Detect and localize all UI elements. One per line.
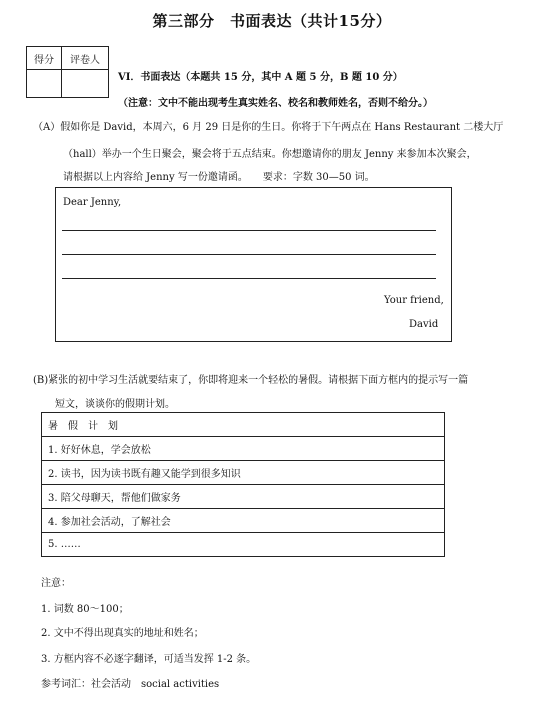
writing-line[interactable]	[62, 230, 436, 231]
writing-line[interactable]	[62, 278, 436, 279]
plan-item: 1. 好好休息，学会放松	[42, 437, 445, 461]
notes-label: 注意：	[41, 578, 71, 589]
score-table	[26, 46, 109, 98]
score-label: 得分	[27, 47, 62, 70]
reference-vocabulary: 参考词汇：社会活动 social activities	[41, 679, 220, 690]
letter-signature: David	[409, 319, 439, 330]
letter-closing: Your friend,	[384, 295, 444, 306]
letter-box	[55, 187, 452, 342]
note-item: 2. 文中不得出现真实的地址和姓名；	[41, 628, 204, 639]
part-a-line-1: （A）假如你是 David，本周六，6 月 29 日是你的生日。你将于下午两点在 Hans Restaurant 二楼大厅	[33, 122, 504, 133]
plan-item: 2. 读书，因为读书既有趣又能学到很多知识	[42, 461, 445, 485]
note-item: 3. 方框内容不必逐字翻译，可适当发挥 1-2 条。	[41, 654, 257, 665]
plan-item: 4. 参加社会活动，了解社会	[42, 509, 445, 533]
plan-header: 暑 假 计 划	[42, 413, 445, 437]
part-b-line-2: 短文，谈谈你的假期计划。	[55, 399, 175, 410]
plan-item: 3. 陪父母聊天，帮他们做家务	[42, 485, 445, 509]
score-cell[interactable]	[27, 70, 62, 98]
section-heading: VI．书面表达（本题共 15 分，其中 A 题 5 分，B 题 10 分）	[118, 72, 403, 83]
plan-item: 5. ……	[42, 533, 445, 557]
letter-greeting: Dear Jenny,	[63, 197, 122, 208]
note-item: 1. 词数 80～100；	[41, 604, 129, 615]
grader-label: 评卷人	[62, 47, 109, 70]
part-b-line-1: (B)紧张的初中学习生活就要结束了，你即将迎来一个轻松的暑假。请根据下面方框内的提示写一篇	[33, 375, 469, 386]
page-title: 第三部分 书面表达（共计15分）	[152, 12, 392, 30]
writing-line[interactable]	[62, 254, 436, 255]
part-a-line-2: （hall）举办一个生日聚会，聚会将于五点结束。你想邀请你的朋友 Jenny 来参加本次聚会，	[63, 149, 477, 160]
grader-cell[interactable]	[62, 70, 109, 98]
notice: （注意：文中不能出现考生真实姓名、校名和教师姓名，否则不给分。）	[118, 98, 433, 109]
plan-table	[41, 412, 445, 557]
part-a-line-3: 请根据以上内容给 Jenny 写一份邀请函。 要求：字数 30—50 词。	[63, 172, 375, 183]
